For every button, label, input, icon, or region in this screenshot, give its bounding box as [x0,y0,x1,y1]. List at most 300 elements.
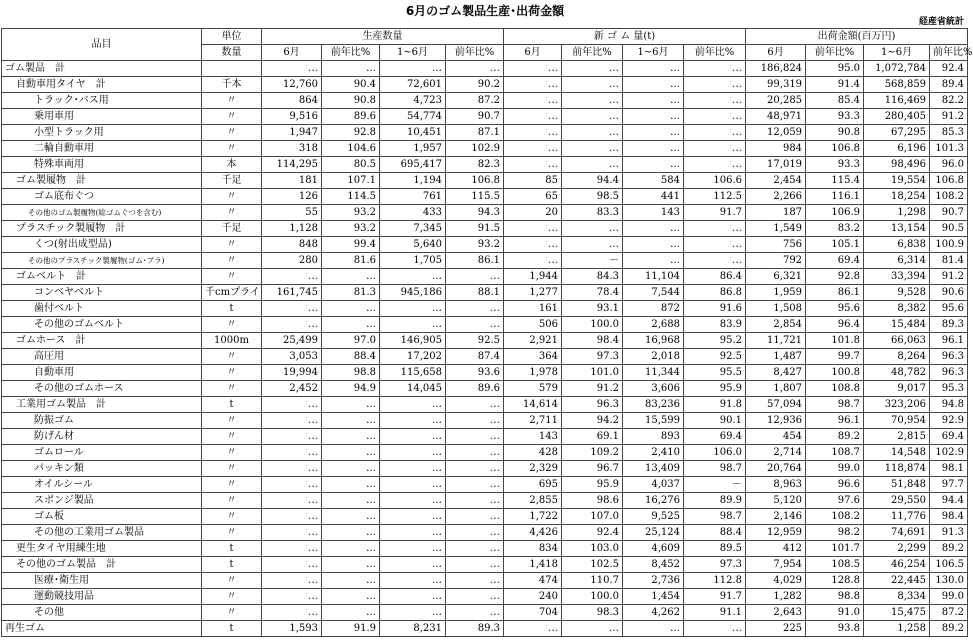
row-value: 433 [380,205,446,221]
row-value: 89.3 [930,317,968,333]
header-item: 品目 [2,29,202,61]
row-value: 83.2 [806,221,864,237]
row-value: 756 [746,237,806,253]
row-unit: 〃 [202,253,262,269]
row-value: 108.7 [806,445,864,461]
row-value: 6,196 [864,141,930,157]
row-value: 97.3 [562,349,623,365]
row-value: 128.8 [806,573,864,589]
row-value: … [380,61,446,77]
row-value: … [623,109,684,125]
row-value: 364 [504,349,562,365]
row-value: 91.1 [684,605,746,621]
row-value: … [262,461,322,477]
row-unit: 〃 [202,365,262,381]
row-value: 118,874 [864,461,930,477]
row-value: … [380,509,446,525]
table-row [2,541,968,557]
row-unit: 〃 [202,349,262,365]
row-value: 107.1 [322,173,380,189]
row-value: … [446,509,504,525]
row-value: 89.4 [930,77,968,93]
row-value: … [262,541,322,557]
row-value: 96.6 [806,477,864,493]
table-row [2,589,968,605]
row-unit: 〃 [202,573,262,589]
row-value: … [562,157,623,173]
row-value: 94.4 [562,173,623,189]
row-value: 130.0 [930,573,968,589]
row-value: 9,525 [623,509,684,525]
row-value: 90.8 [806,125,864,141]
row-value: … [322,429,380,445]
row-value: 101.7 [806,541,864,557]
row-value: 2,146 [746,509,806,525]
row-value: … [504,221,562,237]
row-value: 412 [746,541,806,557]
row-value: … [322,445,380,461]
row-value: … [262,525,322,541]
row-value: … [446,445,504,461]
row-value: 106.6 [684,173,746,189]
row-unit: t [202,301,262,317]
row-value: 116.1 [806,189,864,205]
row-item-name: 乗用車用 [2,109,202,125]
row-value: … [504,621,562,637]
header-group-rubber: 新 ゴ ム 量(t) [504,29,746,45]
row-value: … [262,429,322,445]
row-value: 2,854 [746,317,806,333]
row-value: 91.2 [930,109,968,125]
row-value: 98.7 [806,397,864,413]
row-item-name: ゴムホース 計 [2,333,202,349]
row-value: 88.4 [322,349,380,365]
row-value: 2,018 [623,349,684,365]
row-value: … [684,93,746,109]
row-value: 187 [746,205,806,221]
row-value: 86.4 [684,269,746,285]
row-value: 82.3 [446,157,504,173]
row-value: 98,496 [864,157,930,173]
row-item-name: ゴム板 [2,509,202,525]
row-value: 12,059 [746,125,806,141]
row-value: 65 [504,189,562,205]
row-unit: 〃 [202,189,262,205]
row-value: … [684,253,746,269]
row-value: … [380,445,446,461]
row-value: 51,848 [864,477,930,493]
row-value: 115.5 [446,189,504,205]
row-value: 1,282 [746,589,806,605]
row-value: 103.0 [562,541,623,557]
row-unit: 〃 [202,93,262,109]
table-row [2,461,968,477]
table-row [2,269,968,285]
row-item-name: 再生ゴム [2,621,202,637]
row-value: 11,344 [623,365,684,381]
row-value: 112.5 [684,189,746,205]
row-value: 96.3 [930,365,968,381]
page-title: 6月のゴム製品生産･出荷金額 [405,4,565,18]
row-value: 22,445 [864,573,930,589]
row-value: 87.1 [446,125,504,141]
row-value: 8,452 [623,557,684,573]
row-value: 91.2 [562,381,623,397]
row-value: 2,452 [262,381,322,397]
row-value: 90.8 [322,93,380,109]
row-value: 100.8 [806,365,864,381]
row-value: 186,824 [746,61,806,77]
row-value: … [262,477,322,493]
row-value: … [322,413,380,429]
row-value: 89.5 [684,541,746,557]
row-value: … [262,301,322,317]
row-value: … [684,237,746,253]
row-unit: 〃 [202,493,262,509]
row-value: … [446,61,504,77]
row-value: 11,776 [864,509,930,525]
row-value: … [322,605,380,621]
table-row [2,381,968,397]
table-row [2,125,968,141]
table-row [2,333,968,349]
row-value: 106.0 [684,445,746,461]
row-value: 2,299 [864,541,930,557]
row-unit: 千cmプライ [202,285,262,301]
row-value: 97.0 [322,333,380,349]
row-value: … [322,461,380,477]
row-value: 98.5 [562,189,623,205]
row-value: 8,382 [864,301,930,317]
row-unit: 〃 [202,413,262,429]
row-unit: 千足 [202,173,262,189]
row-value: 55 [262,205,322,221]
table-row [2,621,968,637]
row-value: 93.2 [322,205,380,221]
row-value: 92.5 [684,349,746,365]
row-unit: 1000m [202,333,262,349]
row-value: 2,410 [623,445,684,461]
row-value: … [262,397,322,413]
row-value: 474 [504,573,562,589]
row-value: … [322,269,380,285]
row-value: 46,254 [864,557,930,573]
row-value: … [446,477,504,493]
row-value: 90.7 [446,109,504,125]
row-value: 19,994 [262,365,322,381]
row-value: … [446,525,504,541]
table-row [2,93,968,109]
row-value: 91.7 [684,205,746,221]
row-value: … [623,125,684,141]
row-value: 100.9 [930,237,968,253]
row-value: 108.5 [806,557,864,573]
row-value: … [623,221,684,237]
row-item-name: 防振ゴム [2,413,202,429]
row-value: 1,258 [864,621,930,637]
row-value: 95.2 [684,333,746,349]
row-value: 2,921 [504,333,562,349]
row-value: 20 [504,205,562,221]
row-value: … [562,109,623,125]
row-value: 96.0 [930,157,968,173]
row-value: … [262,589,322,605]
row-value: … [380,541,446,557]
row-value: 1,722 [504,509,562,525]
row-value: 54,774 [380,109,446,125]
row-value: … [262,445,322,461]
row-value: 95.6 [806,301,864,317]
row-unit: 〃 [202,589,262,605]
row-value: 96.3 [930,349,968,365]
row-item-name: コンベヤベルト [2,285,202,301]
row-value: 101.3 [930,141,968,157]
row-value: … [562,125,623,141]
row-value: … [262,317,322,333]
header-subcol: 1~6月 [623,45,684,61]
row-value: 761 [380,189,446,205]
row-value: … [446,605,504,621]
row-value: 89.6 [446,381,504,397]
row-value: 695,417 [380,157,446,173]
source-label: 経産省統計 [918,17,964,27]
row-value: 90.5 [930,221,968,237]
row-value: 14,548 [864,445,930,461]
row-value: 2,711 [504,413,562,429]
row-value: 161,745 [262,285,322,301]
row-value: 792 [746,253,806,269]
table-row [2,77,968,93]
row-value: 93.3 [806,157,864,173]
row-value: 91.8 [684,397,746,413]
row-value: … [446,397,504,413]
row-value: 85.4 [806,93,864,109]
row-unit: 〃 [202,461,262,477]
row-value: 1,549 [746,221,806,237]
row-value: … [380,413,446,429]
row-value: 872 [623,301,684,317]
row-value: … [504,237,562,253]
row-value: 6,321 [746,269,806,285]
row-value: 94.3 [446,205,504,221]
row-value: … [623,77,684,93]
row-value: 240 [504,589,562,605]
row-value: 89.3 [446,621,504,637]
row-value: 91.5 [446,221,504,237]
row-value: 13,154 [864,221,930,237]
row-value: … [380,573,446,589]
row-value: 81.3 [322,285,380,301]
row-value: 66,063 [864,333,930,349]
row-item-name: パッキン類 [2,461,202,477]
header-subcol: 1~6月 [380,45,446,61]
row-value: 101.8 [806,333,864,349]
row-value: 95.9 [684,381,746,397]
row-value: 506 [504,317,562,333]
row-value: 143 [504,429,562,445]
row-value: 9,017 [864,381,930,397]
row-value: 95.6 [930,301,968,317]
table-row [2,221,968,237]
row-value: 225 [746,621,806,637]
row-value: 88.1 [446,285,504,301]
row-value: 1,454 [623,589,684,605]
row-value: 106.8 [930,173,968,189]
row-value: … [262,269,322,285]
table-row [2,173,968,189]
row-value: 3,606 [623,381,684,397]
row-value: 945,186 [380,285,446,301]
row-item-name: ゴム製履物 計 [2,173,202,189]
table-row [2,365,968,381]
row-value: 146,905 [380,333,446,349]
row-item-name: 運動競技用品 [2,589,202,605]
row-value: … [623,61,684,77]
row-value: 108.2 [806,509,864,525]
row-item-name: その他のゴムホース [2,381,202,397]
row-value: 98.3 [562,605,623,621]
row-item-name: その他の工業用ゴム製品 [2,525,202,541]
row-value: … [322,557,380,573]
row-item-name: 高圧用 [2,349,202,365]
row-value: … [322,541,380,557]
row-value: 90.6 [930,285,968,301]
row-value: 92.8 [806,269,864,285]
row-value: 1,277 [504,285,562,301]
row-value: 99.0 [930,589,968,605]
row-item-name: 工業用ゴム製品 計 [2,397,202,413]
row-value: 85 [504,173,562,189]
row-value: 4,262 [623,605,684,621]
row-value: … [380,493,446,509]
row-value: … [322,573,380,589]
row-value: 96.3 [562,397,623,413]
row-unit: t [202,541,262,557]
row-value: … [380,477,446,493]
row-value: － [562,253,623,269]
row-value: … [446,269,504,285]
row-value: 1,128 [262,221,322,237]
row-value: 4,609 [623,541,684,557]
row-unit: 千本 [202,77,262,93]
row-value: 48,971 [746,109,806,125]
row-value: 96.4 [806,317,864,333]
row-value: 98.8 [322,365,380,381]
row-value: 69.4 [930,429,968,445]
row-value: … [446,573,504,589]
row-value: … [504,253,562,269]
row-value: 99.0 [806,461,864,477]
row-value: 74,691 [864,525,930,541]
row-value: 1,705 [380,253,446,269]
table-row [2,61,968,77]
row-value: … [623,237,684,253]
row-item-name: 小型トラック用 [2,125,202,141]
row-value: 14,614 [504,397,562,413]
row-value: 93.8 [806,621,864,637]
row-item-name: オイルシール [2,477,202,493]
row-unit: 〃 [202,125,262,141]
row-value: … [684,141,746,157]
row-value: 82.2 [930,93,968,109]
row-value: 87.2 [930,605,968,621]
row-value: … [322,301,380,317]
row-value: … [446,461,504,477]
row-value: … [380,269,446,285]
row-value: 97.7 [930,477,968,493]
header-unit-bottom: 数量 [202,45,262,61]
row-value: … [504,157,562,173]
row-value: 9,516 [262,109,322,125]
row-value: 106.8 [446,173,504,189]
row-value: 1,944 [504,269,562,285]
row-value: 1,807 [746,381,806,397]
row-value: … [446,589,504,605]
row-item-name: プラスチック製履物 計 [2,221,202,237]
row-item-name: くつ(射出成型品) [2,237,202,253]
row-value: … [262,413,322,429]
row-value: 12,760 [262,77,322,93]
row-value: 25,124 [623,525,684,541]
row-value: … [446,541,504,557]
row-value: … [623,93,684,109]
row-value: … [446,493,504,509]
row-value: 115.4 [806,173,864,189]
row-value: 99,319 [746,77,806,93]
row-value: 143 [623,205,684,221]
table-row [2,141,968,157]
row-value: 834 [504,541,562,557]
header-subcol: 前年比% [322,45,380,61]
row-unit: 〃 [202,269,262,285]
row-value: 93.2 [322,221,380,237]
row-value: 2,329 [504,461,562,477]
table-row [2,573,968,589]
row-value: 20,285 [746,93,806,109]
row-value: 8,963 [746,477,806,493]
row-value: … [446,301,504,317]
row-value: 102.9 [930,445,968,461]
row-value: … [562,221,623,237]
row-item-name: ゴム製品 計 [2,61,202,77]
row-value: 98.1 [930,461,968,477]
row-value: 90.7 [930,205,968,221]
row-unit: t [202,397,262,413]
row-value: 15,475 [864,605,930,621]
row-value: … [623,253,684,269]
row-value: 95.5 [684,365,746,381]
row-value: 10,451 [380,125,446,141]
row-value: 89.2 [806,429,864,445]
row-value: 7,954 [746,557,806,573]
row-value: 1,959 [746,285,806,301]
row-value: … [562,77,623,93]
row-value: 584 [623,173,684,189]
row-value: … [684,77,746,93]
row-value: 25,499 [262,333,322,349]
row-value: 93.2 [446,237,504,253]
row-value: 8,427 [746,365,806,381]
table-row [2,445,968,461]
table-row [2,157,968,173]
header-subcol: 前年比% [930,45,968,61]
row-value: 98.7 [684,461,746,477]
table-row [2,509,968,525]
row-value: 80.5 [322,157,380,173]
row-value: 1,298 [864,205,930,221]
row-value: 17,019 [746,157,806,173]
row-value: … [684,221,746,237]
